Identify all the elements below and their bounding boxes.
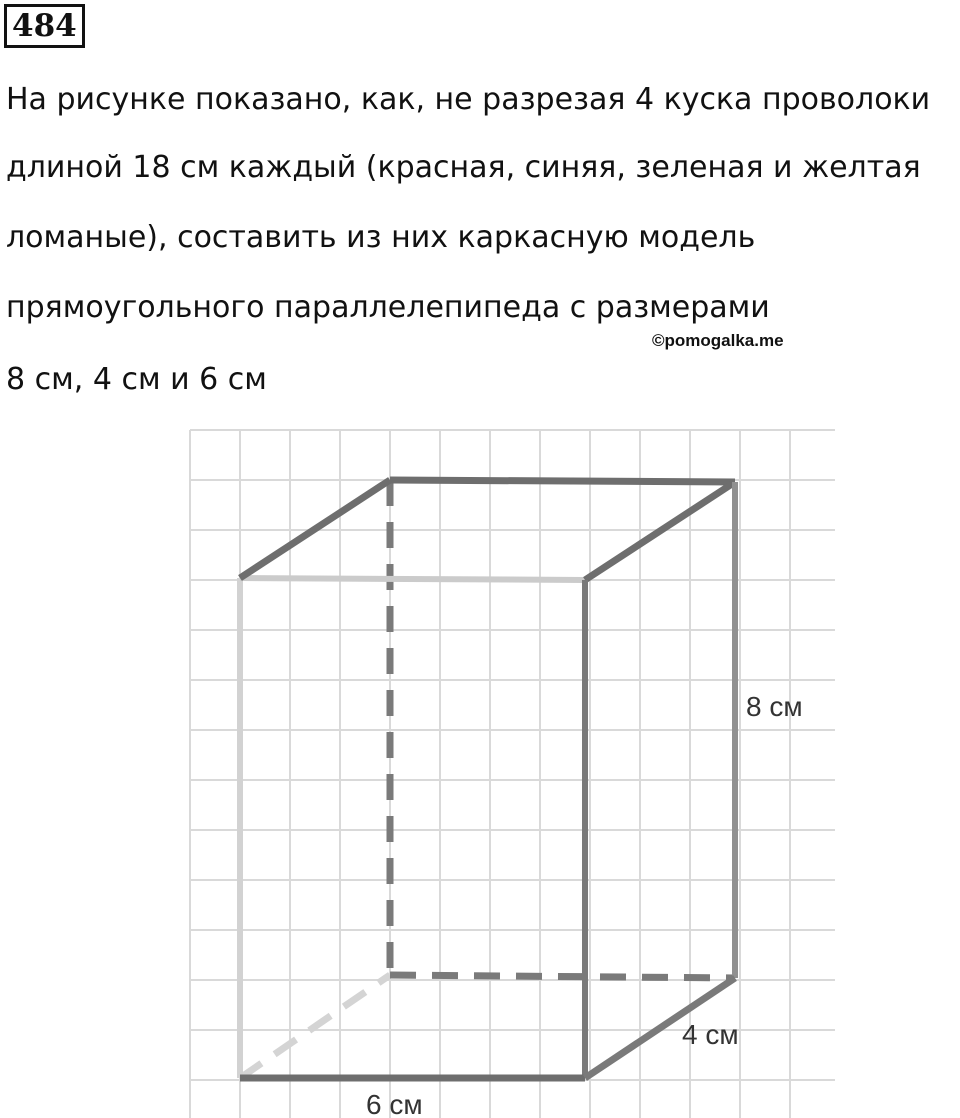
hidden-edge-bottom-left xyxy=(240,975,390,1078)
hidden-edge-bottom-back xyxy=(390,975,735,978)
width-label: 6 см xyxy=(366,1089,423,1118)
problem-text-line-1: На рисунке показано, как, не разрезая 4 куска проволоки xyxy=(6,82,931,117)
edge-top-back xyxy=(390,480,735,482)
watermark: ©pomogalka.me xyxy=(652,331,784,350)
problem-text-line-3: ломаные), составить из них каркасную модель xyxy=(6,220,756,255)
problem-text-line-4: прямоугольного параллелепипеда с размерами xyxy=(6,290,770,325)
edge-front-top xyxy=(240,578,585,580)
depth-label: 4 см xyxy=(682,1019,739,1050)
problem-text-line-2: длиной 18 см каждый (красная, синяя, зеленая и желтая xyxy=(6,150,921,185)
problem-number: 484 xyxy=(4,4,85,48)
grid-background xyxy=(190,430,835,1118)
problem-text-line-5: 8 см, 4 см и 6 см xyxy=(6,362,267,397)
height-label: 8 см xyxy=(746,691,803,722)
